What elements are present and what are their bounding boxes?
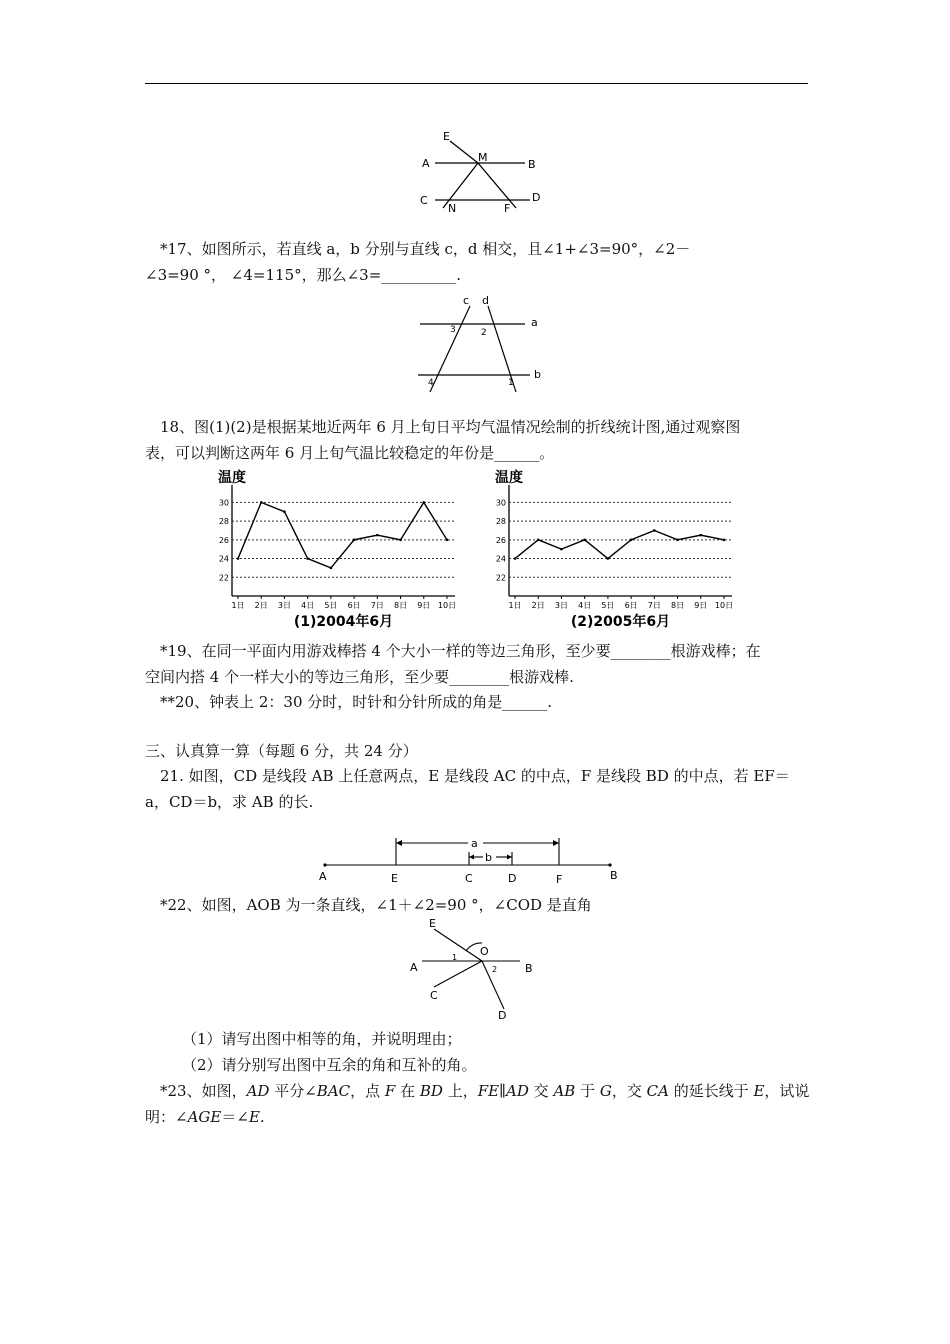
- x-tick-label: 1日: [231, 601, 245, 610]
- y-tick-label: 30: [218, 498, 229, 508]
- label-B: B: [528, 158, 536, 171]
- label-E: E: [429, 917, 436, 930]
- label-F: F: [504, 202, 511, 215]
- q21-line1: 21. 如图，CD 是线段 AB 上任意两点，E 是线段 AC 的中点，F 是线段 BD 的中点，若 EF＝: [160, 767, 790, 785]
- q19-line1: *19、在同一平面内用游戏棒搭 4 个大小一样的等边三角形，至少要________根游戏棒；在: [160, 642, 761, 660]
- q17-line1: *17、如图所示，若直线 a，b 分别与直线 c，d 相交，且∠1+∠3=90°，∠2－: [160, 240, 691, 258]
- x-tick-label: 4日: [301, 601, 315, 610]
- y-tick-label: 26: [495, 535, 506, 545]
- label-C: C: [465, 872, 473, 885]
- q18-line2: 表，可以判断这两年 6 月上旬气温比较稳定的年份是______。: [145, 444, 555, 462]
- x-tick-label: 3日: [277, 601, 291, 610]
- label-A: A: [319, 870, 327, 883]
- label-D: D: [498, 1009, 507, 1022]
- label-O: O: [480, 945, 489, 958]
- data-point: [446, 539, 449, 542]
- x-tick-label: 8日: [394, 601, 408, 610]
- x-tick-label: 9日: [694, 601, 708, 610]
- x-tick-label: 10日: [437, 601, 457, 610]
- data-point: [607, 557, 610, 560]
- q23-line2: 明：∠AGE＝∠E.: [145, 1108, 265, 1126]
- q18-line1: 18、图(1)(2)是根据某地近两年 6 月上旬日平均气温情况绘制的折线统计图,通过观察图: [160, 418, 741, 436]
- y-tick-label: 22: [495, 573, 506, 583]
- label-c: c: [463, 294, 470, 307]
- label-1: 1: [508, 378, 514, 388]
- data-point: [283, 510, 286, 513]
- data-point: [330, 567, 333, 570]
- data-point: [260, 501, 263, 504]
- x-tick-label: 4日: [578, 601, 592, 610]
- data-point: [699, 534, 702, 537]
- figure-21: [310, 830, 630, 888]
- series-line: [515, 530, 724, 558]
- label-D: D: [532, 191, 541, 204]
- q22: *22、如图，AOB 为一条直线，∠1＋∠2=90 °，∠COD 是直角: [160, 896, 592, 914]
- chart-caption: (1)2004年6月: [293, 614, 394, 630]
- label-b: b: [534, 368, 541, 381]
- x-tick-label: 8日: [671, 601, 685, 610]
- q22-part1: （1）请写出图中相等的角，并说明理由；: [182, 1030, 462, 1048]
- label-B: B: [525, 962, 533, 975]
- y-tick-label: 22: [218, 573, 229, 583]
- y-tick-label: 24: [495, 554, 506, 564]
- x-tick-label: 9日: [417, 601, 431, 610]
- data-point: [306, 557, 309, 560]
- label-A: A: [422, 157, 430, 170]
- data-point: [537, 539, 540, 542]
- x-tick-label: 6日: [624, 601, 638, 610]
- data-point: [583, 539, 586, 542]
- label-a: a: [531, 316, 538, 329]
- q21-line2: a，CD＝b，求 AB 的长.: [145, 793, 314, 811]
- y-tick-label: 26: [218, 535, 229, 545]
- q19-line2: 空间内搭 4 个一样大小的等边三角形，至少要________根游戏棒.: [145, 668, 574, 686]
- line-chart-2004: [210, 466, 470, 636]
- x-tick-label: 2日: [254, 601, 268, 610]
- label-a: a: [471, 837, 478, 850]
- y-tick-label: 30: [495, 498, 506, 508]
- label-N: N: [448, 202, 457, 215]
- x-tick-label: 10日: [714, 601, 734, 610]
- x-tick-label: 6日: [347, 601, 361, 610]
- data-point: [514, 557, 517, 560]
- section-3-heading: 三、认真算一算（每题 6 分，共 24 分）: [145, 742, 418, 760]
- label-A: A: [410, 961, 418, 974]
- x-tick-label: 7日: [647, 601, 661, 610]
- x-tick-label: 2日: [531, 601, 545, 610]
- data-point: [676, 539, 679, 542]
- label-E: E: [443, 130, 450, 143]
- label-b: b: [485, 851, 492, 864]
- x-tick-label: 5日: [324, 601, 338, 610]
- label-F: F: [556, 873, 563, 886]
- header-rule: [145, 83, 808, 84]
- chart-caption: (2)2005年6月: [570, 614, 671, 630]
- data-point: [723, 539, 726, 542]
- q22-part2: （2）请分别写出图中互余的角和互补的角。: [182, 1056, 477, 1074]
- y-tick-label: 24: [218, 554, 229, 564]
- label-2: 2: [481, 328, 487, 338]
- label-d: d: [482, 294, 489, 307]
- label-2: 2: [492, 965, 498, 974]
- y-tick-label: 28: [495, 517, 506, 527]
- x-tick-label: 5日: [601, 601, 615, 610]
- label-D: D: [508, 872, 517, 885]
- q23-line1: *23、如图，AD 平分∠BAC，点 F 在 BD 上，FE∥AD 交 AB 于 G，交 CA 的延长线于 E，试说: [160, 1082, 810, 1100]
- label-C: C: [430, 989, 438, 1002]
- label-1: 1: [452, 953, 458, 962]
- q17-line2: ∠3=90 °， ∠4=115°，那么∠3=__________.: [145, 266, 462, 284]
- label-B: B: [610, 869, 618, 882]
- figure-17: [410, 292, 550, 396]
- data-point: [399, 539, 402, 542]
- label-E: E: [391, 872, 398, 885]
- data-point: [630, 539, 633, 542]
- data-point: [353, 539, 356, 542]
- y-tick-label: 28: [218, 517, 229, 527]
- label-M: M: [478, 151, 488, 164]
- figure-16: [410, 128, 550, 216]
- label-4: 4: [428, 378, 434, 388]
- data-point: [560, 548, 563, 551]
- line-chart-2005: [487, 466, 747, 636]
- data-point: [653, 529, 656, 532]
- x-tick-label: 3日: [554, 601, 568, 610]
- data-point: [237, 557, 240, 560]
- q20: **20、钟表上 2：30 分时，时针和分针所成的角是______.: [160, 693, 553, 711]
- label-C: C: [420, 194, 428, 207]
- x-tick-label: 7日: [370, 601, 384, 610]
- label-3: 3: [450, 325, 456, 335]
- x-tick-label: 1日: [508, 601, 522, 610]
- data-point: [376, 534, 379, 537]
- figure-22: [400, 915, 550, 1023]
- data-point: [422, 501, 425, 504]
- y-axis-title: 温度: [218, 470, 246, 486]
- y-axis-title: 温度: [495, 470, 523, 486]
